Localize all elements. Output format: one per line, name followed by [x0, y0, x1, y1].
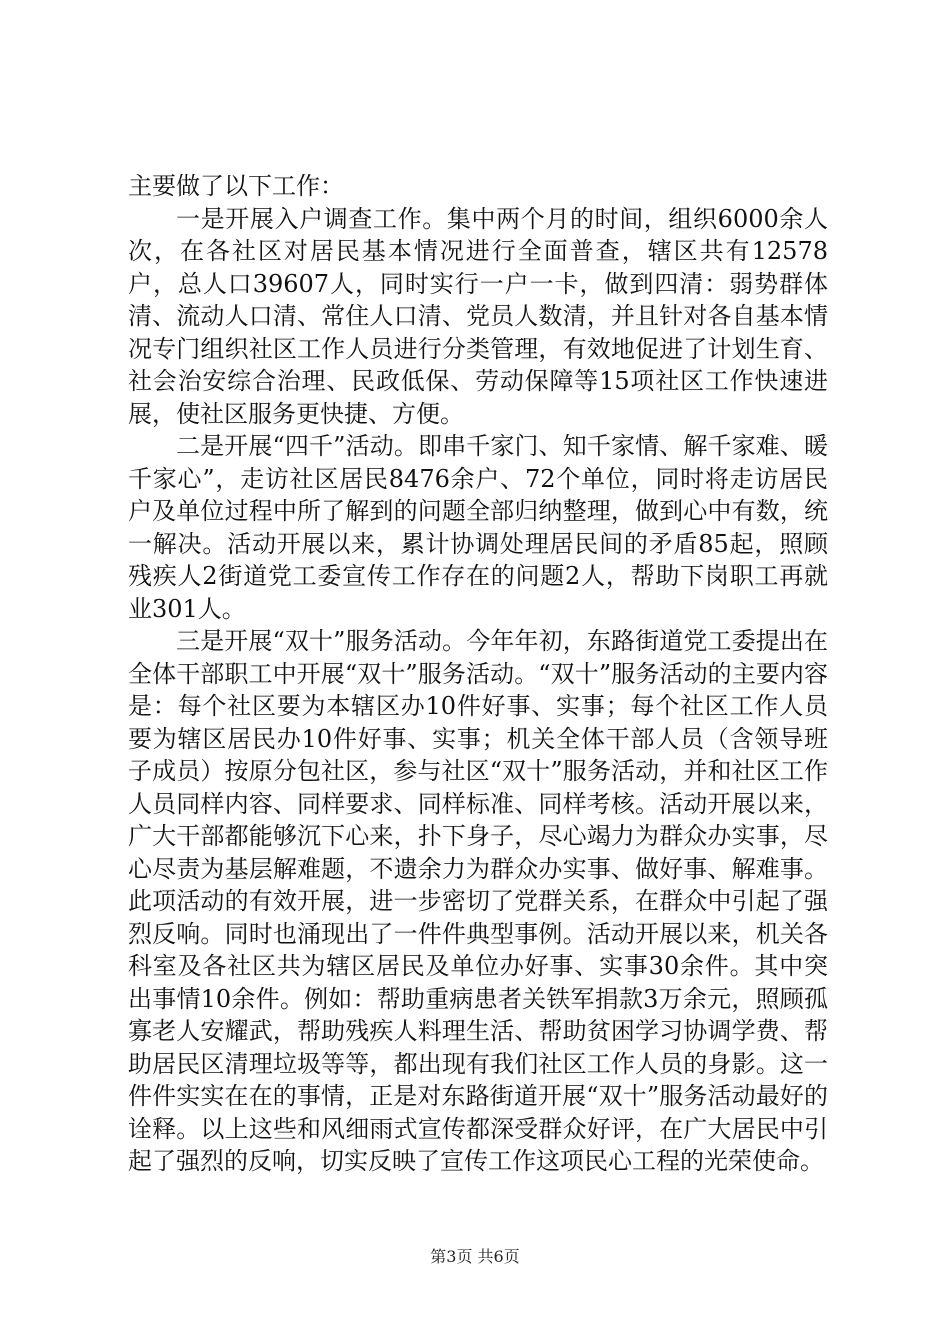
paragraph-four-thousand-activity: 二是开展“四千”活动。即串千家门、知千家情、解千家难、暖千家心”，走访社区居民8476余户、72个单位，同时将走访居民户及单位过程中所了解到的问题全部归纳整理，做到心中有数，统一解决。活动开展以来，累计协调处理居民间的矛盾85起，照顾残疾人2街道党工委宣传工作存在的问题2人，帮助下岗职工再就业301人。 [128, 432, 828, 623]
page-number-footer: 第3页 共6页 [430, 1247, 520, 1266]
paragraph-intro: 主要做了以下工作： [128, 172, 344, 200]
document-body [128, 170, 828, 1178]
paragraph-double-ten-service: 三是开展“双十”服务活动。今年年初，东路街道党工委提出在全体干部职工中开展“双十”服务活动。“双十”服务活动的主要内容是：每个社区要为本辖区办10件好事、实事；每个社区工作人员要为辖区居民办10件好事、实事；机关全体干部人员（含领导班子成员）按原分包社区，参与社区“双十”服务活动，并和社区工作人员同样内容、同样要求、同样标准、同样考核。活动开展以来，广大干部都能够沉下心来，扑下身子，尽心竭力为群众办实事，尽心尽责为基层解难题，不遗余力为群众办实事、做好事、解难事。此项活动的有效开展，进一步密切了党群关系，在群众中引起了强烈反响。同时也涌现出了一件件典型事例。活动开展以来，机关各科室及各社区共为辖区居民及单位办好事、实事30余件。其中突出事情10余件。例如：帮助重病患者关铁军捐款3万余元，照顾孤寡老人安耀武，帮助残疾人料理生活、帮助贫困学习协调学费、帮助居民区清理垃圾等等，都出现有我们社区工作人员的身影。这一件件实实在在的事情，正是对东路街道开展“双十”服务活动最好的诠释。以上这些和风细雨式宣传都深受群众好评，在广大居民中引起了强烈的反响，切实反映了宣传工作这项民心工程的光荣使命。 [128, 627, 828, 1175]
paragraph-household-survey: 一是开展入户调查工作。集中两个月的时间，组织6000余人次，在各社区对居民基本情况进行全面普查，辖区共有12578户，总人口39607人，同时实行一户一卡，做到四清：弱势群体清、流动人口清、常住人口清、党员人数清，并且针对各自基本情况专门组织社区工作人员进行分类管理，有效地促进了计划生育、社会治安综合治理、民政低保、劳动保障等15项社区工作快速进展，使社区服务更快捷、方便。 [128, 204, 828, 428]
